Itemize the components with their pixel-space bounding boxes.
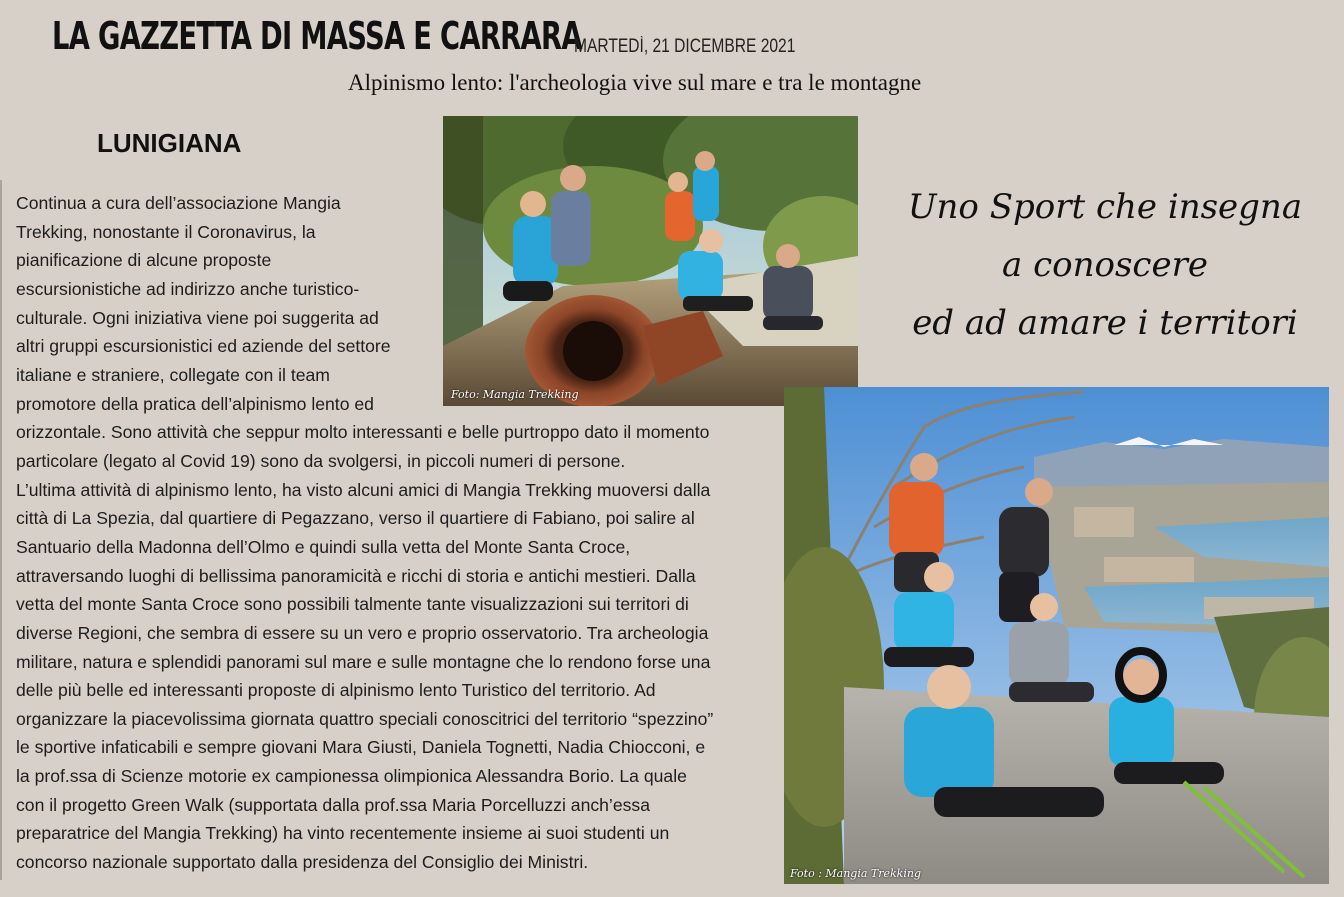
- photo-hikers-panorama: [784, 387, 1329, 884]
- article-line: concorso nazionale supportato dalla presidenza del Consiglio dei Ministri.: [16, 852, 589, 873]
- left-rule: [0, 180, 2, 880]
- photo2-credit: Foto : Mangia Trekking: [790, 867, 921, 880]
- article-line: delle più belle ed interessanti proposte di alpinismo lento Turistico del territorio. Ad: [16, 680, 656, 701]
- article-line: promotore della pratica dell’alpinismo lento ed: [16, 393, 374, 414]
- article-line: Santuario della Madonna dell’Olmo e quindi sulla vetta del Monte Santa Croce,: [16, 536, 631, 557]
- section-title: LUNIGIANA: [97, 128, 242, 158]
- article-line: città di La Spezia, dal quartiere di Pegazzano, verso il quartiere di Fabiano, poi salire al: [16, 508, 695, 529]
- article-line: con il progetto Green Walk (supportata dalla prof.ssa Maria Porcelluzzi anch’essa: [16, 794, 651, 815]
- article-line: particolare (legato al Covid 19) sono da svolgersi, in piccoli numeri di persone.: [16, 450, 626, 471]
- publication-date: MARTEDÌ, 21 DICEMBRE 2021: [574, 36, 796, 57]
- article-line: pianificazione di alcune proposte: [16, 250, 272, 271]
- photo1-credit: Foto: Mangia Trekking: [451, 388, 579, 401]
- article-line: culturale. Ogni iniziativa viene poi suggerita ad: [16, 307, 379, 328]
- article-line: Trekking, nonostante il Coronavirus, la: [16, 221, 316, 242]
- article-line: militare, natura e splendidi panorami sul mare e sulle montagne che lo rendono forse una: [16, 651, 711, 672]
- pull-quote: [900, 178, 1310, 352]
- article-line: orizzontale. Sono attività che seppur molto interessanti e belle purtroppo dato il momento: [16, 422, 710, 443]
- article-line: attraversando luoghi di bellissima panoramicità e ricchi di storia e antichi mestieri. Dalla: [16, 565, 696, 586]
- article-line: vetta del monte Santa Croce sono possibili talmente tante visualizzazioni sui territori di: [16, 594, 689, 615]
- pull-quote-line: ed ad amare i territori: [912, 303, 1298, 343]
- article-line: escursionistiche ad indirizzo anche turistico-: [16, 278, 360, 299]
- photo-hikers-panorama-image: [784, 387, 1329, 884]
- article-line: la prof.ssa di Scienze motorie ex campionessa olimpionica Alessandra Borio. La quale: [16, 766, 687, 787]
- article-line: L’ultima attività di alpinismo lento, ha visto alcuni amici di Mangia Trekking muoversi dalla: [16, 479, 711, 500]
- photo-hikers-forest: [443, 116, 858, 406]
- photo-hikers-forest-image: [443, 116, 858, 406]
- article-line: Continua a cura dell’associazione Mangia: [16, 193, 341, 213]
- article-line: organizzare la piacevolissima giornata quattro speciali conoscitrici del territorio “spezzino”: [16, 708, 714, 729]
- masthead: LA GAZZETTA DI MASSA E CARRARA: [52, 14, 582, 58]
- pull-quote-line: a conoscere: [1002, 245, 1208, 285]
- pull-quote-line: Uno Sport che insegna: [907, 187, 1303, 227]
- article-line: le sportive infaticabili e sempre giovani Mara Giusti, Daniela Tognetti, Nadia Chiocconi, e: [16, 737, 706, 758]
- article-line: altri gruppi escursionistici ed aziende del settore: [16, 336, 391, 357]
- article-line: diverse Regioni, che sembra di essere su un vero e proprio osservatorio. Tra archeologia: [16, 622, 709, 643]
- article-line: italiane e straniere, collegate con il team: [16, 364, 330, 385]
- article-headline: Alpinismo lento: l'archeologia vive sul mare e tra le montagne: [348, 70, 922, 95]
- article-line: preparatrice del Mangia Trekking) ha vinto recentemente insieme ai suoi studenti un: [16, 823, 670, 844]
